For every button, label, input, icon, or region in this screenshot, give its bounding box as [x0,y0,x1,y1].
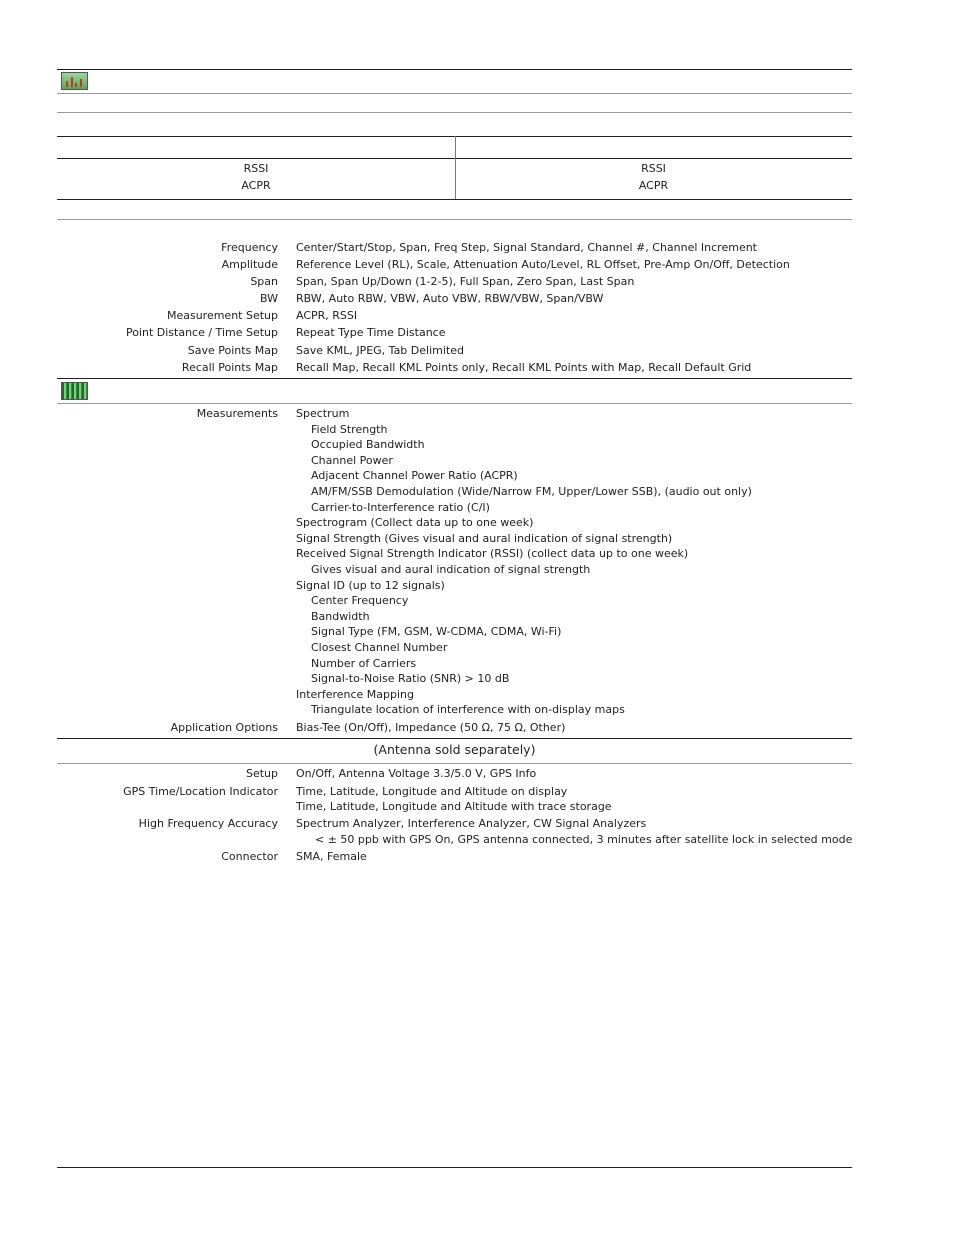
spec-label: GPS Time/Location Indicator [123,785,278,798]
spec-value: SMA, Female [296,850,367,863]
measurement-item: Carrier-to-Interference ratio (C/I) [311,500,490,514]
section-rule [57,112,852,113]
table-left-column [57,160,455,194]
section-rule [57,378,852,379]
measurement-item: Adjacent Channel Power Ratio (ACPR) [311,469,518,483]
measurement-item: Occupied Bandwidth [311,438,425,452]
spec-value: Repeat Type Time Distance [296,326,446,339]
measurement-item: Center Frequency [311,594,409,608]
spec-label: Recall Points Map [181,361,278,374]
spec-value: Bias-Tee (On/Off), Impedance (50 Ω, 75 Ω, Other) [296,721,566,734]
spec-label: Measurements [196,407,278,420]
spec-label: Point Distance / Time Setup [125,326,278,339]
measurement-item: Gives visual and aural indication of signal strength [311,562,591,576]
spec-value: Reference Level (RL), Scale, Attenuation Auto/Level, RL Offset, Pre-Amp On/Off, Detection [296,258,790,271]
spec-value: Spectrum Analyzer, Interference Analyzer, CW Signal Analyzers [296,817,647,830]
section-rule [57,93,852,94]
measurement-item: Spectrogram (Collect data up to one week) [296,516,534,530]
spec-value: Time, Latitude, Longitude and Altitude on display [296,785,568,798]
spec-label: Application Options [170,721,278,734]
measurement-item: Channel Power [311,453,393,467]
measurement-item: Triangulate location of interference with on-display maps [311,703,625,717]
measurement-item: Spectrum [296,407,350,420]
measurement-item: Received Signal Strength Indicator (RSSI) (collect data up to one week) [296,547,689,561]
measurement-item: AM/FM/SSB Demodulation (Wide/Narrow FM, Upper/Lower SSB), (audio out only) [311,484,752,498]
spec-value: Span, Span Up/Down (1-2-5), Full Span, Zero Span, Last Span [296,275,635,288]
measurement-item: Signal ID (up to 12 signals) [296,578,445,592]
spec-label: Setup [245,767,278,780]
spec-label: Connector [221,850,278,863]
table-cell: RSSI [641,162,666,175]
spec-label: Save Points Map [187,344,278,357]
measurements-list [296,406,752,718]
section-rule [57,403,852,404]
measurement-item: Signal Strength (Gives visual and aural indication of signal strength) [296,531,673,545]
section-rule [57,763,852,764]
spec-label: High Frequency Accuracy [138,817,278,830]
measurement-item: Number of Carriers [311,656,417,670]
measurement-item: Bandwidth [311,609,370,623]
measurement-item: Signal Type (FM, GSM, W-CDMA, CDMA, Wi-Fi) [311,625,562,639]
spec-value: Save KML, JPEG, Tab Delimited [296,344,464,357]
section-rule [57,738,852,739]
spec-label: Measurement Setup [166,309,278,322]
interference-map-icon [61,72,88,90]
measurement-item: Signal-to-Noise Ratio (SNR) > 10 dB [311,672,510,686]
spec-label: Frequency [221,241,278,254]
table-cell: RSSI [243,162,269,175]
table-cell: ACPR [638,179,669,192]
gps-antenna-note: (Antenna sold separately) [373,742,536,757]
table-bottom-rule [57,199,852,200]
table-cell: ACPR [241,179,271,192]
spec-value: ACPR, RSSI [296,309,358,322]
footer-rule [57,1167,852,1168]
section-rule [57,219,852,220]
spec-value: Time, Latitude, Longitude and Altitude with trace storage [296,800,612,813]
spec-label: Span [250,275,278,288]
spec-value: < ± 50 ppb with GPS On, GPS antenna connected, 3 minutes after satellite lock in selected mode [315,833,853,846]
spec-value: On/Off, Antenna Voltage 3.3/5.0 V, GPS Info [296,767,537,780]
spec-value: Center/Start/Stop, Span, Freq Step, Signal Standard, Channel #, Channel Increment [296,241,757,254]
measurement-item: Field Strength [311,422,388,436]
measurement-item: Interference Mapping [296,687,414,701]
section-top-rule [57,69,852,70]
measurement-item: Closest Channel Number [311,640,448,654]
spec-label: BW [259,292,278,305]
spec-value: RBW, Auto RBW, VBW, Auto VBW, RBW/VBW, Span/VBW [296,292,604,305]
table-right-column [455,160,852,194]
spec-label: Amplitude [221,258,278,271]
spectrum-analyzer-icon [61,382,88,400]
spec-value: Recall Map, Recall KML Points only, Recall KML Points with Map, Recall Default Grid [296,361,752,374]
